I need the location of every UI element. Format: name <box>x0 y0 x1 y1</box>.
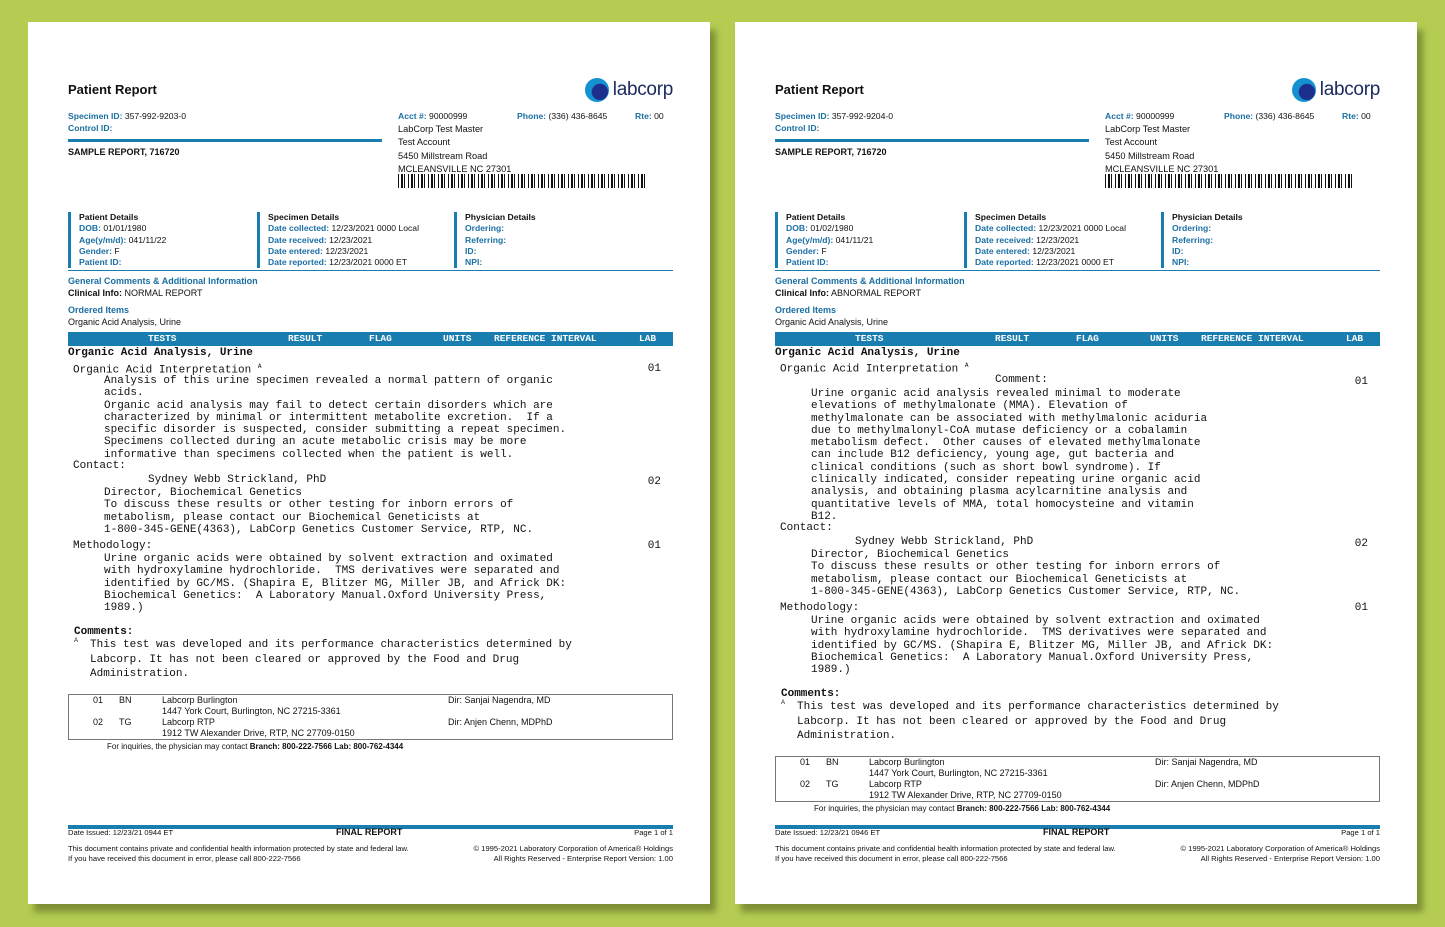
col-reference: REFERENCE INTERVAL <box>494 333 597 344</box>
lab-table <box>775 756 1380 802</box>
patient-details <box>68 212 254 268</box>
method-label: Methodology: <box>73 540 153 552</box>
entered-label: Date entered: <box>268 245 323 256</box>
barcode <box>1105 174 1355 188</box>
labcorp-logo-icon <box>585 78 609 102</box>
acct-value: 90000999 <box>1136 111 1175 121</box>
col-lab: LAB <box>639 333 657 344</box>
labcorp-logo-icon <box>1292 78 1316 102</box>
lab-director: Dir: Sanjai Nagendra, MD <box>1155 757 1258 767</box>
physician-details <box>1161 212 1372 268</box>
physician-details-title: Physician Details <box>1172 212 1243 222</box>
account-address <box>1105 123 1218 176</box>
dob-value: 01/01/1980 <box>103 223 147 234</box>
report-page-normal <box>28 22 710 904</box>
comments-text: This test was developed and its performance characteristics determined by Labcorp. It has not been cleared or approved by the Food and Drug Administration. <box>90 639 572 680</box>
comments-label: Comments: <box>781 688 841 700</box>
page-number: Page 1 of 1 <box>634 828 673 837</box>
logo-text: labcorp <box>1319 79 1380 100</box>
col-result: RESULT <box>288 333 323 344</box>
lab-num: 02 <box>93 717 104 727</box>
labcorp-logo <box>1292 78 1380 102</box>
patient-id-label: Patient ID: <box>786 257 829 268</box>
rte-value: 00 <box>654 111 664 121</box>
labcorp-logo <box>585 78 673 102</box>
age-value: 041/11/22 <box>128 234 167 245</box>
phone-row <box>1224 110 1314 122</box>
acct-row <box>398 110 467 122</box>
lab-name: Labcorp Burlington <box>162 695 238 705</box>
dob-label: DOB: <box>79 223 101 234</box>
comment-label: Comment: <box>995 374 1048 386</box>
general-comments-title: General Comments & Additional Information <box>775 276 965 286</box>
lab-phone: Lab: 800-762-4344 <box>1041 804 1111 813</box>
general-comments-title: General Comments & Additional Information <box>68 276 258 286</box>
gender-label: Gender: <box>79 245 112 256</box>
copyright-line: All Rights Reserved - Enterprise Report Version: 1.00 <box>493 854 673 863</box>
lab-code: BN <box>826 757 839 767</box>
acct-label: Acct #: <box>398 111 427 121</box>
contact-label: Contact: <box>73 460 126 472</box>
collected-label: Date collected: <box>268 223 330 234</box>
footnote-marker: A <box>964 362 969 369</box>
address-line: Test Account <box>1105 137 1158 148</box>
reported-value: 12/23/2021 0000 ET <box>1036 257 1115 268</box>
branch-phone: Branch: 800-222-7566 <box>956 804 1040 813</box>
received-value: 12/23/2021 <box>329 234 373 245</box>
npi-label: NPI: <box>465 257 483 268</box>
privacy-notice <box>68 844 409 864</box>
interp-label: Organic Acid Interpretation <box>780 363 959 376</box>
interp-lab: 01 <box>647 363 661 375</box>
page-title: Patient Report <box>775 82 864 97</box>
rte-value: 00 <box>1361 111 1371 121</box>
phone-value: (336) 436-8645 <box>548 111 608 121</box>
lab-code: BN <box>119 695 132 705</box>
logo-text: labcorp <box>612 79 673 100</box>
entered-value: 12/23/2021 <box>1032 245 1076 256</box>
lab-code: TG <box>826 779 839 789</box>
phone-label: Phone: <box>1224 111 1254 121</box>
copyright-line: © 1995-2021 Laboratory Corporation of America® Holdings <box>1180 844 1380 853</box>
address-line: Test Account <box>398 137 451 148</box>
entered-label: Date entered: <box>975 245 1030 256</box>
section-title: Organic Acid Analysis, Urine <box>775 347 960 359</box>
comments-marker: A <box>781 700 786 706</box>
address-line: LabCorp Test Master <box>1105 124 1191 134</box>
rte-label: Rte: <box>1342 111 1359 121</box>
contact-name: Sydney Webb Strickland, PhD <box>855 536 1034 548</box>
lab-director: Dir: Anjen Chenn, MDPhD <box>1155 779 1260 789</box>
copyright <box>474 844 673 864</box>
copyright <box>1181 844 1380 864</box>
col-lab: LAB <box>1346 333 1364 344</box>
results-table-header <box>68 332 673 346</box>
ordered-items-title: Ordered Items <box>68 305 130 315</box>
collected-label: Date collected: <box>975 223 1037 234</box>
reported-value: 12/23/2021 0000 ET <box>329 257 408 268</box>
address-line: 5450 Millstream Road <box>1105 150 1195 161</box>
contact-text: Director, Biochemical Genetics To discuss these results or other testing for inborn errors of metabolism, please contact our Biochemical Geneticists at 1-800-345-GENE(4363), LabCorp Genetics Customer Service, RTP, NC. <box>104 487 534 536</box>
referring-label: Referring: <box>465 234 507 245</box>
specimen-id-value: 357-992-9203-0 <box>124 111 187 121</box>
acct-value: 90000999 <box>429 111 468 121</box>
received-label: Date received: <box>975 234 1034 245</box>
col-flag: FLAG <box>1076 333 1099 344</box>
col-result: RESULT <box>995 333 1030 344</box>
sample-report: SAMPLE REPORT, 716720 <box>68 147 180 157</box>
section-title: Organic Acid Analysis, Urine <box>68 347 253 359</box>
patient-id-label: Patient ID: <box>79 257 122 268</box>
interp-title <box>780 360 968 376</box>
address-line: MCLEANSVILLE NC 27301 <box>1105 163 1219 174</box>
phone-label: Phone: <box>517 111 547 121</box>
specimen-details <box>964 212 1155 268</box>
received-value: 12/23/2021 <box>1036 234 1080 245</box>
copyright-line: All Rights Reserved - Enterprise Report Version: 1.00 <box>1200 854 1380 863</box>
specimen-id-label: Specimen ID: <box>68 111 123 121</box>
rte-row <box>1342 110 1371 122</box>
lab-num: 02 <box>800 779 811 789</box>
interp-lab: 01 <box>1354 376 1368 388</box>
method-label: Methodology: <box>780 602 860 614</box>
lab-address: 1447 York Court, Burlington, NC 27215-3361 <box>869 768 1048 778</box>
col-units: UNITS <box>443 333 472 344</box>
phone-value: (336) 436-8645 <box>1255 111 1315 121</box>
ordered-items <box>775 305 888 328</box>
control-id-label: Control ID: <box>775 123 820 133</box>
reported-label: Date reported: <box>268 257 327 268</box>
contact-lab: 02 <box>1354 538 1368 550</box>
details-divider <box>775 270 1380 271</box>
age-label: Age(y/m/d): <box>79 234 127 245</box>
specimen-id-value: 357-992-9204-0 <box>831 111 894 121</box>
lab-num: 01 <box>800 757 811 767</box>
barcode <box>398 174 648 188</box>
inquiry-prefix: For inquiries, the physician may contact <box>814 804 957 813</box>
physician-details <box>454 212 665 268</box>
lab-name: Labcorp RTP <box>869 779 922 789</box>
footnote-marker: A <box>257 363 262 370</box>
specimen-details-title: Specimen Details <box>975 212 1047 222</box>
method-lab: 01 <box>1354 602 1368 614</box>
copyright-line: © 1995-2021 Laboratory Corporation of America® Holdings <box>473 844 673 853</box>
report-page-abnormal <box>735 22 1417 904</box>
gender-value: F <box>821 245 827 256</box>
address-line: 5450 Millstream Road <box>398 150 488 161</box>
clinical-value: NORMAL REPORT <box>124 287 203 298</box>
npi-label: NPI: <box>1172 257 1190 268</box>
privacy-line: This document contains private and confidential health information protected by state and federal law. <box>775 844 1116 853</box>
header-divider <box>68 139 382 142</box>
contact-name: Sydney Webb Strickland, PhD <box>148 474 327 486</box>
gender-label: Gender: <box>786 245 819 256</box>
inquiry-line <box>107 742 403 751</box>
sample-report: SAMPLE REPORT, 716720 <box>775 147 887 157</box>
phone-row <box>517 110 607 122</box>
specimen-details-title: Specimen Details <box>268 212 340 222</box>
lab-address: 1912 TW Alexander Drive, RTP, NC 27709-0150 <box>869 790 1062 800</box>
physician-details-title: Physician Details <box>465 212 536 222</box>
acct-row <box>1105 110 1174 122</box>
age-value: 041/11/21 <box>835 234 874 245</box>
page-title: Patient Report <box>68 82 157 97</box>
interp-text: Urine organic acid analysis revealed minimal to moderate elevations of methylmalonate (MMA). Elevation of methylmalonate can be associated with methylmalonic aciduria due to methylmalonyl-CoA mutase deficiency or a cobalamin metabolism defect. Other causes of elevated methylmalonate can include B12 deficiency, young age, gut bacteria and clinical conditions (such as short bowl syndrome). If clinically indicated, consider repeating urine organic acid analysis, and obtaining plasma acylcarnitine analysis and quantitative levels of MMA, total homocysteine and vitamin B12. <box>811 388 1208 523</box>
header-divider <box>775 139 1089 142</box>
final-report: FINAL REPORT <box>336 827 403 837</box>
lab-address: 1912 TW Alexander Drive, RTP, NC 27709-0150 <box>162 728 355 738</box>
ordering-label: Ordering: <box>465 223 505 234</box>
patient-details-title: Patient Details <box>786 212 846 222</box>
lab-code: TG <box>119 717 132 727</box>
lab-table <box>68 694 673 740</box>
ordered-items-title: Ordered Items <box>775 305 837 315</box>
col-reference: REFERENCE INTERVAL <box>1201 333 1304 344</box>
entered-value: 12/23/2021 <box>325 245 369 256</box>
clinical-value: ABNORMAL REPORT <box>831 287 922 298</box>
privacy-line: If you have received this document in error, please call 800-222-7566 <box>68 854 301 863</box>
ordered-item: Organic Acid Analysis, Urine <box>68 316 182 327</box>
details-divider <box>68 270 673 271</box>
lab-name: Labcorp RTP <box>162 717 215 727</box>
gender-value: F <box>114 245 120 256</box>
col-tests: TESTS <box>148 333 177 344</box>
privacy-line: If you have received this document in error, please call 800-222-7566 <box>775 854 1008 863</box>
lab-director: Dir: Sanjai Nagendra, MD <box>448 695 551 705</box>
col-flag: FLAG <box>369 333 392 344</box>
results-table-header <box>775 332 1380 346</box>
contact-lab: 02 <box>647 476 661 488</box>
patient-details-title: Patient Details <box>79 212 139 222</box>
general-comments <box>68 276 258 299</box>
specimen-id-row <box>775 110 893 122</box>
contact-label: Contact: <box>780 522 833 534</box>
page-number: Page 1 of 1 <box>1341 828 1380 837</box>
ordered-item: Organic Acid Analysis, Urine <box>775 316 889 327</box>
interp-label: Organic Acid Interpretation <box>73 364 252 377</box>
id-label: ID: <box>1172 245 1184 256</box>
age-label: Age(y/m/d): <box>786 234 834 245</box>
id-label: ID: <box>465 245 477 256</box>
lab-num: 01 <box>93 695 104 705</box>
specimen-details <box>257 212 448 268</box>
col-units: UNITS <box>1150 333 1179 344</box>
final-report: FINAL REPORT <box>1043 827 1110 837</box>
patient-details <box>775 212 961 268</box>
date-issued: Date Issued: 12/23/21 0944 ET <box>68 828 174 837</box>
control-id-label: Control ID: <box>68 123 113 133</box>
col-tests: TESTS <box>855 333 884 344</box>
lab-address: 1447 York Court, Burlington, NC 27215-3361 <box>162 706 341 716</box>
referring-label: Referring: <box>1172 234 1214 245</box>
privacy-notice <box>775 844 1116 864</box>
inquiry-line <box>814 804 1110 813</box>
account-address <box>398 123 511 176</box>
rte-row <box>635 110 664 122</box>
inquiry-prefix: For inquiries, the physician may contact <box>107 742 250 751</box>
comments-label: Comments: <box>74 626 134 638</box>
address-line: MCLEANSVILLE NC 27301 <box>398 163 512 174</box>
address-line: LabCorp Test Master <box>398 124 484 134</box>
reported-label: Date reported: <box>975 257 1034 268</box>
received-label: Date received: <box>268 234 327 245</box>
dob-label: DOB: <box>786 223 808 234</box>
privacy-line: This document contains private and confidential health information protected by state and federal law. <box>68 844 409 853</box>
lab-director: Dir: Anjen Chenn, MDPhD <box>448 717 553 727</box>
acct-label: Acct #: <box>1105 111 1134 121</box>
lab-phone: Lab: 800-762-4344 <box>334 742 404 751</box>
lab-name: Labcorp Burlington <box>869 757 945 767</box>
comments-text: This test was developed and its performance characteristics determined by Labcorp. It has not been cleared or approved by the Food and Drug Administration. <box>797 701 1279 742</box>
specimen-id-row <box>68 110 186 122</box>
clinical-label: Clinical Info: <box>68 287 122 298</box>
rte-label: Rte: <box>635 111 652 121</box>
clinical-label: Clinical Info: <box>775 287 829 298</box>
ordered-items <box>68 305 181 328</box>
branch-phone: Branch: 800-222-7566 <box>249 742 333 751</box>
comments-marker: A <box>74 638 79 644</box>
collected-value: 12/23/2021 0000 Local <box>331 223 419 234</box>
method-text: Urine organic acids were obtained by solvent extraction and oximated with hydroxylamine hydrochloride. TMS derivatives were separated and identified by GC/MS. (Shapira E, Blitzer MG, Miller JB, and Africk DK: Biochemical Genetics: A Laboratory Manual.Oxford University Press, 1989.) <box>104 553 567 615</box>
interp-text: Analysis of this urine specimen revealed a normal pattern of organic acids. Organic acid analysis may fail to detect certain disorders which are characterized by minimal or intermittent metabolite excretion. If a specific disorder is suspected, consider submitting a repeat specimen. Specimens collected during an acute metabolic crisis may be more informative than specimens collected when the patient is well. <box>104 375 567 461</box>
collected-value: 12/23/2021 0000 Local <box>1038 223 1126 234</box>
specimen-id-label: Specimen ID: <box>775 111 830 121</box>
date-issued: Date Issued: 12/23/21 0946 ET <box>775 828 881 837</box>
dob-value: 01/02/1980 <box>810 223 854 234</box>
method-lab: 01 <box>647 540 661 552</box>
ordering-label: Ordering: <box>1172 223 1212 234</box>
contact-text: Director, Biochemical Genetics To discuss these results or other testing for inborn errors of metabolism, please contact our Biochemical Geneticists at 1-800-345-GENE(4363), LabCorp Genetics Customer Service, RTP, NC. <box>811 549 1241 598</box>
method-text: Urine organic acids were obtained by solvent extraction and oximated with hydroxylamine hydrochloride. TMS derivatives were separated and identified by GC/MS. (Shapira E, Blitzer MG, Miller JB, and Africk DK: Biochemical Genetics: A Laboratory Manual.Oxford University Press, 1989.) <box>811 615 1274 677</box>
general-comments <box>775 276 965 299</box>
